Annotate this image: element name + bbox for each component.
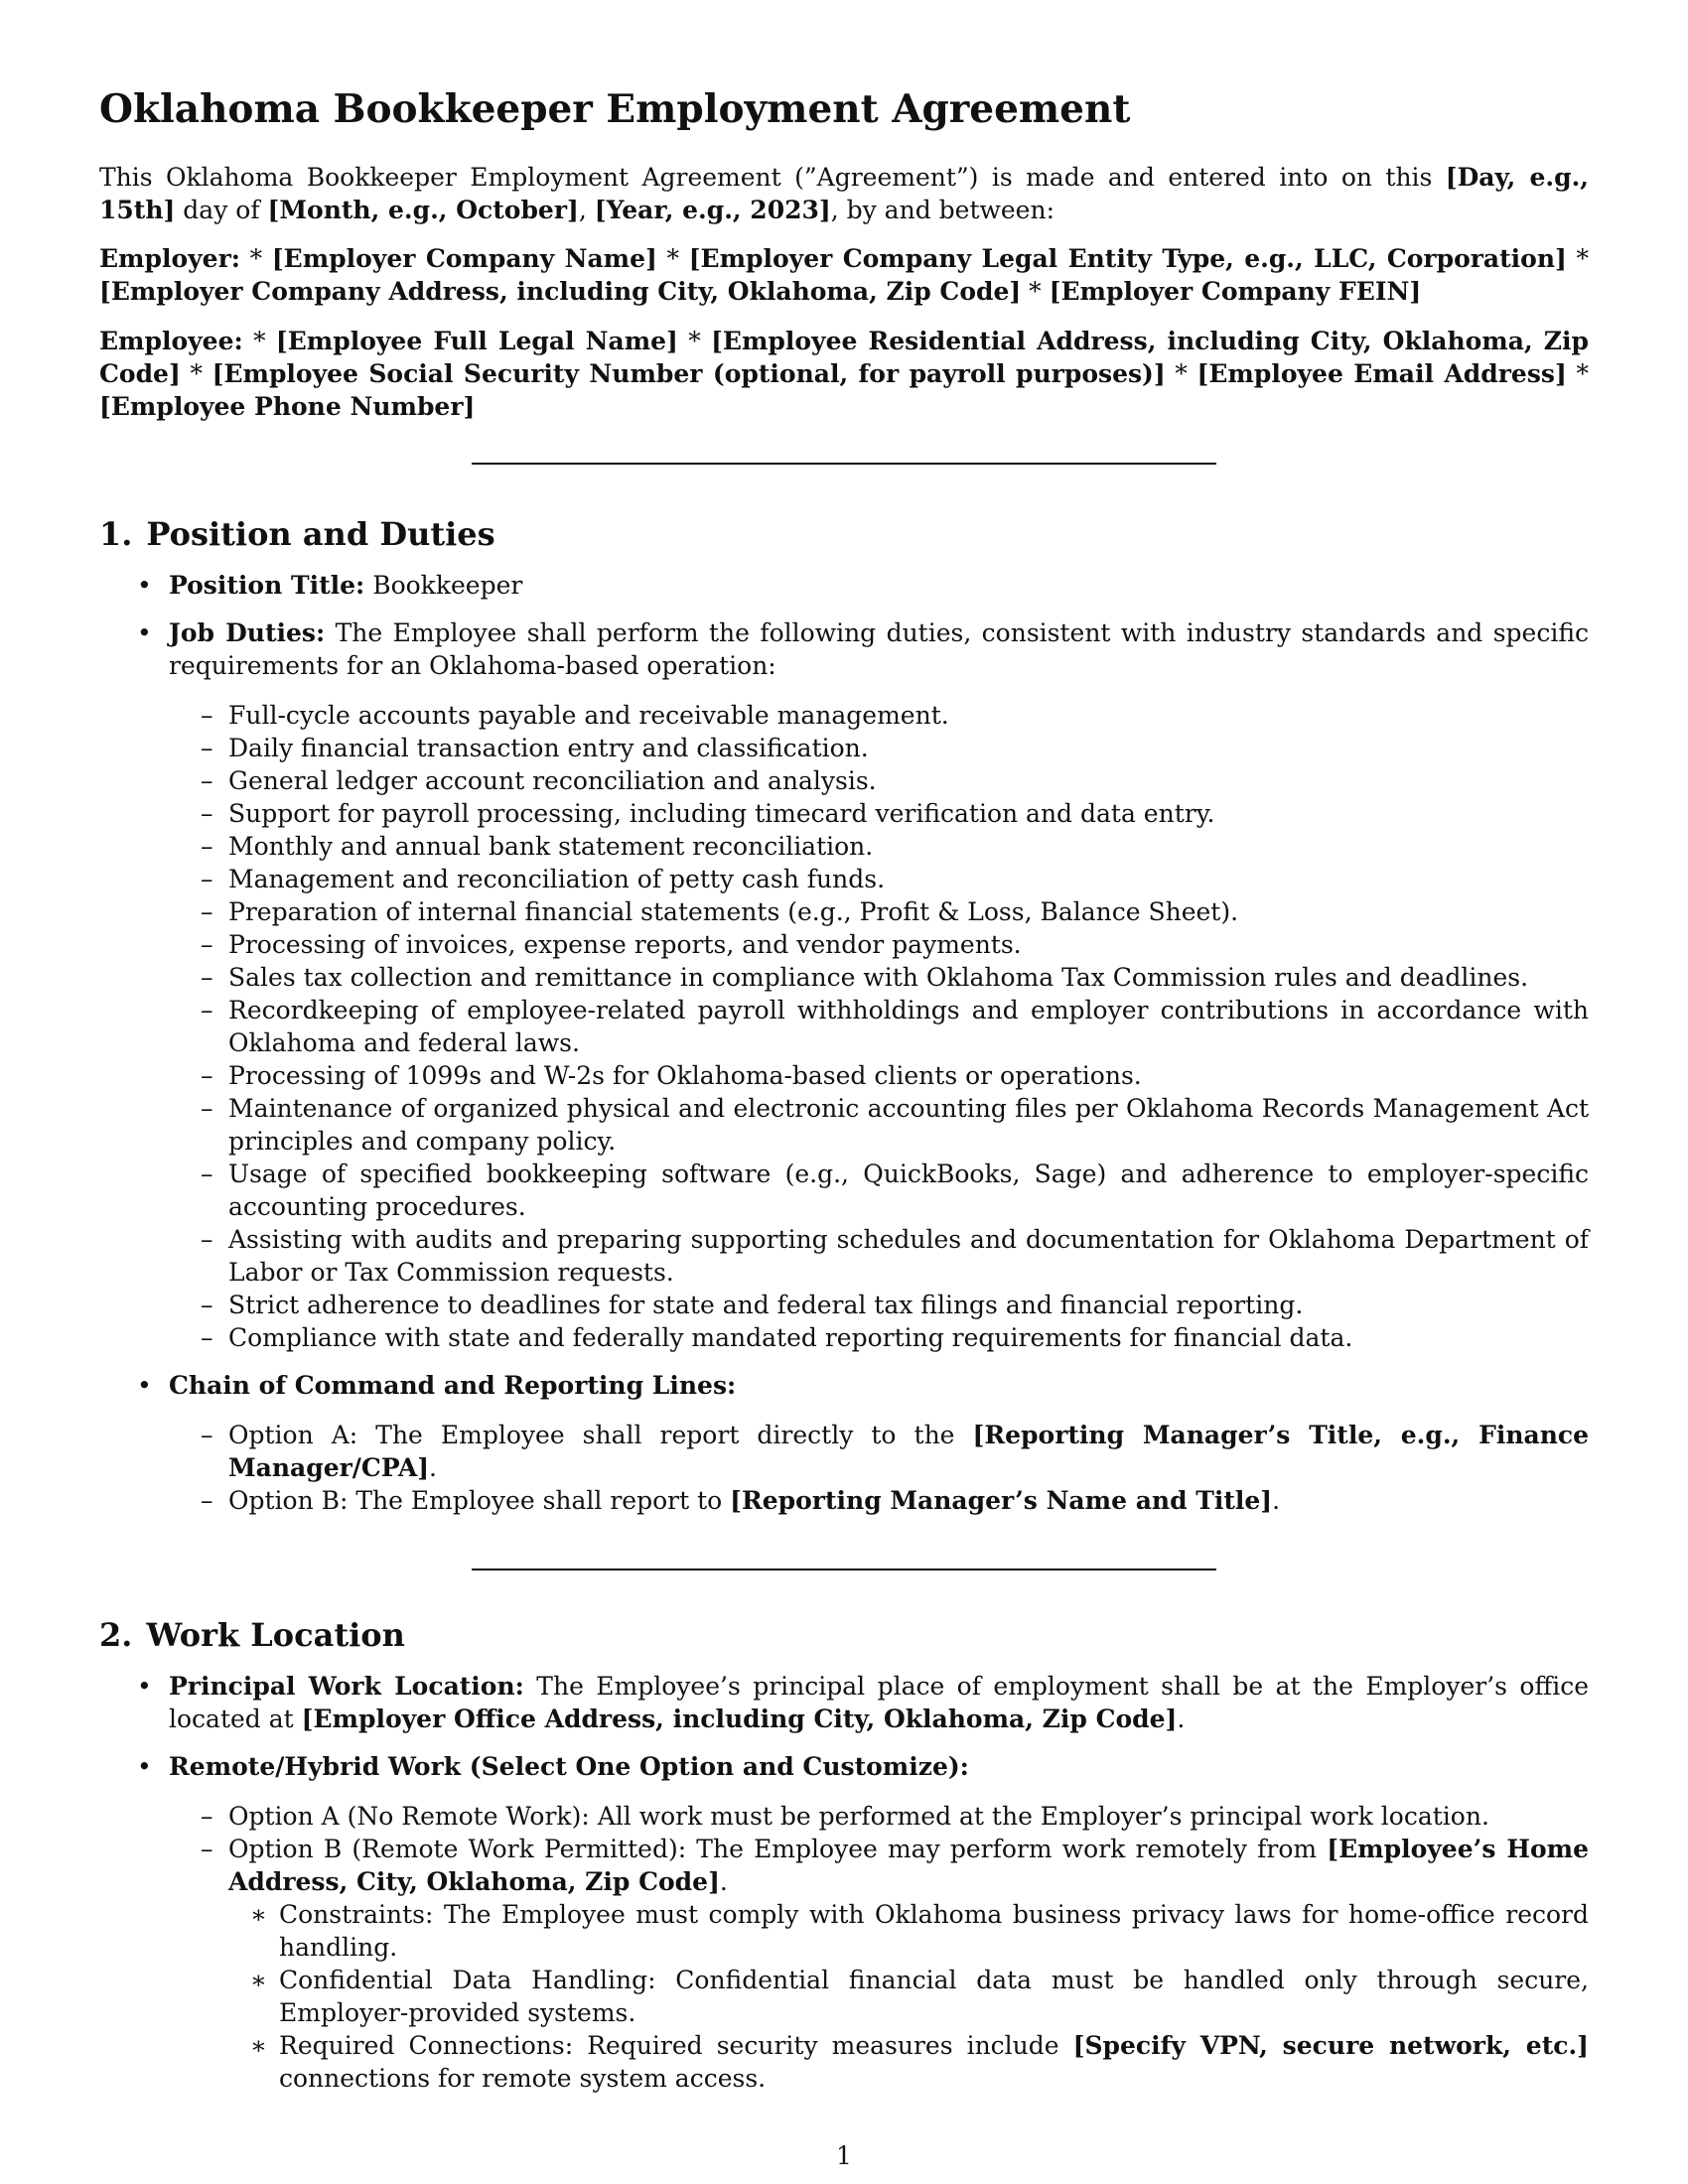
employee-name-placeholder: [Employee Full Legal Name] [275, 327, 678, 355]
duty-item: – Strict adherence to deadlines for state and federal tax filings and financial reporting. [169, 1289, 1589, 1321]
employee-email-placeholder: [Employee Email Address] [1196, 359, 1567, 388]
constraints-item: ∗ Constraints: The Employee must comply with Oklahoma business privacy laws for home-office record handling. [228, 1898, 1589, 1964]
employee-ssn-placeholder: [Employee Social Security Number (optional, for payroll purposes)] [211, 359, 1166, 388]
list-item [99, 1750, 1589, 2095]
list-item [99, 1369, 1589, 1517]
intro-paragraph [99, 161, 1589, 226]
separator: * [677, 327, 712, 355]
employer-address-placeholder: [Employer Company Address, including City, Oklahoma, Zip Code] [99, 277, 1022, 306]
period: . [1272, 1486, 1281, 1515]
month-placeholder: [Month, e.g., October] [267, 196, 579, 224]
duty-item: – Management and reconciliation of petty cash funds. [169, 863, 1589, 895]
chain-of-command-label: Chain of Command and Reporting Lines: [169, 1371, 737, 1400]
section-1-heading [99, 514, 509, 554]
required-connections-item [228, 2029, 1589, 2095]
section-1-list [99, 569, 1589, 1532]
separator: * [242, 327, 276, 355]
period: . [429, 1453, 437, 1482]
reporting-manager-title-placeholder: [Reporting Manager’s Title, e.g., Finance Manager/CPA] [228, 1421, 1589, 1482]
duty-item: – General ledger account reconciliation and analysis. [169, 764, 1589, 797]
option-b-item [169, 1484, 1589, 1517]
option-text: Option B: The Employee shall report to [228, 1486, 731, 1515]
employer-entity-placeholder: [Employer Company Legal Entity Type, e.g., LLC, Corporation] [688, 244, 1567, 273]
duty-item: – Maintenance of organized physical and electronic accounting files per Oklahoma Records Management Act principles and company policy. [169, 1092, 1589, 1158]
duty-item: – Full-cycle accounts payable and receivable management. [169, 699, 1589, 732]
employee-label: Employee: [99, 327, 243, 355]
horizontal-rule [472, 463, 1216, 465]
section-2-heading [99, 1615, 419, 1655]
intro-text: day of [175, 196, 268, 224]
duty-item: – Recordkeeping of employee-related payroll withholdings and employer contributions in accordance with Oklahoma and federal laws. [169, 994, 1589, 1059]
period: . [719, 1867, 728, 1896]
employer-label: Employer: [99, 244, 240, 273]
year-placeholder: [Year, e.g., 2023] [594, 196, 831, 224]
remote-conditions-list [228, 1898, 1589, 2095]
confidential-data-item: ∗ Confidential Data Handling: Confidential financial data must be handled only through secure, Employer-provided systems. [228, 1964, 1589, 2029]
option-text: Option A: The Employee shall report directly to the [228, 1421, 973, 1449]
required-tail: connections for remote system access. [279, 2064, 767, 2093]
remote-work-label: Remote/Hybrid Work (Select One Option and Customize): [169, 1752, 969, 1781]
page-number: 1 [836, 2141, 852, 2170]
reporting-manager-name-placeholder: [Reporting Manager’s Name and Title] [730, 1486, 1273, 1515]
section-title: Work Location [146, 1616, 405, 1654]
employee-block [99, 325, 1589, 423]
duty-item: – Processing of invoices, expense reports, and vendor payments. [169, 928, 1589, 961]
duty-item: – Sales tax collection and remittance in compliance with Oklahoma Tax Commission rules and deadlines. [169, 961, 1589, 994]
duties-list [169, 699, 1589, 1354]
employer-block [99, 242, 1589, 308]
reporting-options-list [169, 1419, 1589, 1517]
section-number: 1. [99, 515, 133, 553]
period: . [1177, 1705, 1186, 1733]
employer-name-placeholder: [Employer Company Name] [271, 244, 657, 273]
employer-fein-placeholder: [Employer Company FEIN] [1049, 277, 1422, 306]
duty-item: – Preparation of internal financial statements (e.g., Profit & Loss, Balance Sheet). [169, 895, 1589, 928]
job-duties-text: The Employee shall perform the following duties, consistent with industry standards and specific requirements for an Oklahoma-based operation: [169, 618, 1589, 680]
duty-item: – Assisting with audits and preparing supporting schedules and documentation for Oklahoma Department of Labor or Tax Commission requests. [169, 1223, 1589, 1289]
principal-location-label: Principal Work Location: [169, 1672, 524, 1701]
duty-item: – Monthly and annual bank statement reconciliation. [169, 830, 1589, 863]
position-title-value: Bookkeeper [364, 571, 523, 600]
employee-phone-placeholder: [Employee Phone Number] [99, 392, 476, 421]
intro-text: , [578, 196, 595, 224]
office-address-placeholder: [Employer Office Address, including City, Oklahoma, Zip Code] [301, 1705, 1178, 1733]
separator: * [656, 244, 689, 273]
option-a-item: – Option A (No Remote Work): All work must be performed at the Employer’s principal work location. [169, 1800, 1589, 1833]
home-address-placeholder: [Employee’s Home Address, City, Oklahoma, Zip Code] [228, 1835, 1589, 1896]
separator: * [1566, 244, 1589, 273]
option-a-item [169, 1419, 1589, 1484]
list-item [99, 569, 1589, 602]
separator: * [1021, 277, 1050, 306]
remote-options-list [169, 1800, 1589, 2095]
duty-item: – Processing of 1099s and W-2s for Oklahoma-based clients or operations. [169, 1059, 1589, 1092]
intro-text: This Oklahoma Bookkeeper Employment Agreement (”Agreement”) is made and entered into on this [99, 163, 1446, 192]
duty-item: – Support for payroll processing, including timecard verification and data entry. [169, 797, 1589, 830]
required-text: Required Connections: Required security measures include [279, 2031, 1073, 2060]
option-text: Option B (Remote Work Permitted): The Employee may perform work remotely from [228, 1835, 1328, 1863]
section-2-list [99, 1670, 1589, 2110]
section-title: Position and Duties [146, 515, 495, 553]
job-duties-label: Job Duties: [169, 618, 326, 647]
intro-text: , by and between: [830, 196, 1055, 224]
duty-item: – Daily financial transaction entry and classification. [169, 732, 1589, 764]
separator: * [1566, 359, 1589, 388]
duty-item: – Usage of specified bookkeeping software (e.g., QuickBooks, Sage) and adherence to employer-specific accounting procedures. [169, 1158, 1589, 1223]
option-b-item [169, 1833, 1589, 2095]
position-title-label: Position Title: [169, 571, 365, 600]
section-number: 2. [99, 1616, 133, 1654]
list-item [99, 1670, 1589, 1735]
security-measures-placeholder: [Specify VPN, secure network, etc.] [1072, 2031, 1589, 2060]
separator: * [180, 359, 212, 388]
separator: * [240, 244, 272, 273]
document-page [99, 0, 1589, 2184]
principal-location-text: The Employee’s principal place of employment shall be at the Employer’s office located at [169, 1672, 1589, 1733]
separator: * [1165, 359, 1197, 388]
duty-item: – Compliance with state and federally mandated reporting requirements for financial data. [169, 1321, 1589, 1354]
horizontal-rule [472, 1569, 1216, 1570]
list-item [99, 616, 1589, 1354]
employee-address-placeholder: [Employee Residential Address, including City, Oklahoma, Zip Code] [99, 327, 1589, 388]
document-title: Oklahoma Bookkeeper Employment Agreement [99, 86, 1131, 132]
day-placeholder: [Day, e.g., 15th] [99, 163, 1590, 224]
